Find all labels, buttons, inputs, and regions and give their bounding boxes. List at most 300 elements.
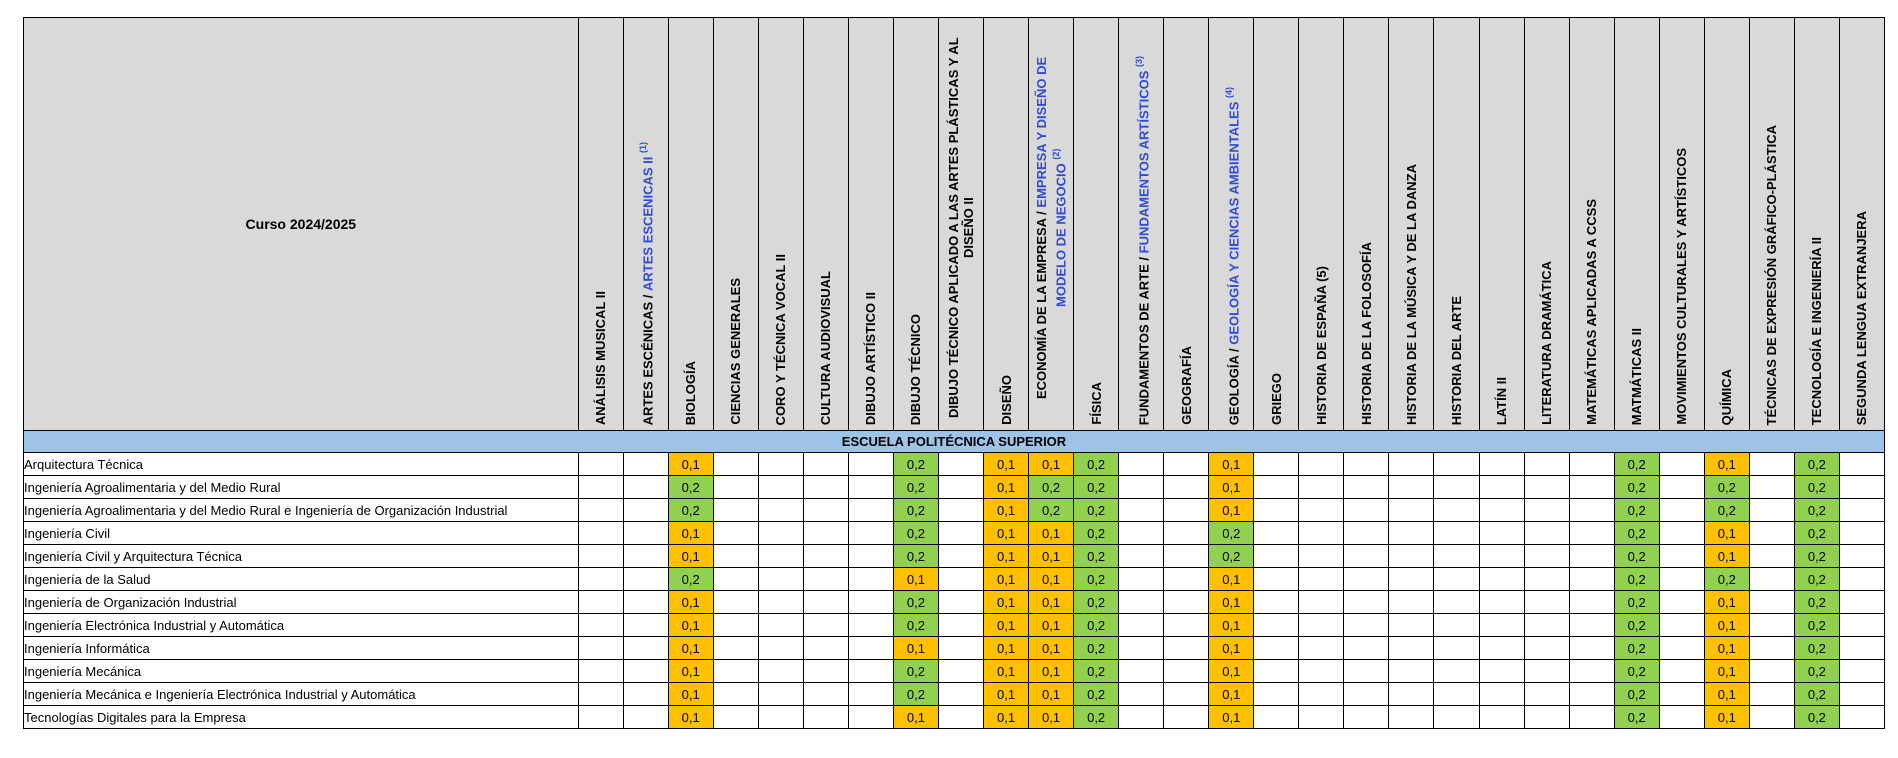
table-row [24, 706, 1885, 729]
weight-cell [623, 614, 668, 637]
degree-name: Ingeniería Civil [24, 522, 579, 545]
weight-cell [1434, 660, 1479, 683]
weight-cell [1164, 637, 1209, 660]
weight-cell [623, 591, 668, 614]
weight-cell [1389, 568, 1434, 591]
footnote-mark: (3) [1133, 55, 1144, 67]
weight-cell [1389, 706, 1434, 729]
weight-cell [1839, 660, 1884, 683]
weight-cell: 0,2 [893, 591, 938, 614]
weight-cell [623, 522, 668, 545]
weight-cell: 0,1 [984, 568, 1029, 591]
column-header-text [999, 363, 1014, 425]
weight-cell [1749, 683, 1794, 706]
column-header [1074, 18, 1119, 431]
column-header [1749, 18, 1794, 431]
weight-cell [1839, 706, 1884, 729]
header-text-part: FUNDAMENTOS DE ARTE / [1135, 253, 1151, 425]
weight-cell: 0,1 [1029, 545, 1074, 568]
weight-cell [1254, 614, 1299, 637]
header-text-part: HISTORIA DE LA MÚSICA Y DE LA DANZA [1403, 164, 1419, 425]
weight-cell [578, 614, 623, 637]
column-header-text [1359, 230, 1374, 425]
weight-cell [758, 660, 803, 683]
weight-cell [938, 568, 983, 591]
weight-cell [803, 522, 848, 545]
weight-cell [1659, 476, 1704, 499]
weight-cell: 0,1 [668, 660, 713, 683]
weight-cell [848, 453, 893, 476]
weight-cell: 0,1 [1209, 637, 1254, 660]
column-header-text [1179, 334, 1194, 425]
column-header-text [1089, 370, 1104, 425]
degree-name: Ingeniería Informática [24, 637, 579, 660]
weight-cell: 0,2 [1074, 522, 1119, 545]
weight-cell: 0,2 [1794, 660, 1839, 683]
column-header [1569, 18, 1614, 431]
table-row [24, 476, 1885, 499]
weight-cell: 0,1 [1704, 545, 1749, 568]
header-text-part: GEOGRAFÍA [1178, 346, 1194, 425]
weight-cell [1299, 453, 1344, 476]
weight-cell: 0,2 [1029, 499, 1074, 522]
weight-cell [1119, 453, 1164, 476]
weight-cell [1839, 568, 1884, 591]
weight-cell [1524, 476, 1569, 499]
weight-cell [1164, 499, 1209, 522]
weight-cell: 0,1 [984, 499, 1029, 522]
header-text-part: MOVIMIENTOS CULTURALES Y ARTÍSTICOS [1674, 148, 1690, 425]
weight-cell: 0,2 [893, 545, 938, 568]
weight-cell [938, 499, 983, 522]
weight-cell [713, 545, 758, 568]
weight-cell: 0,2 [1704, 568, 1749, 591]
weight-cell: 0,2 [893, 499, 938, 522]
weight-cell: 0,2 [1074, 706, 1119, 729]
column-header-text [1809, 225, 1824, 425]
weight-cell [1569, 522, 1614, 545]
weight-cell [1434, 568, 1479, 591]
weight-cell [1164, 545, 1209, 568]
weight-cell [1839, 453, 1884, 476]
weight-cell [623, 476, 668, 499]
weight-cell: 0,1 [668, 614, 713, 637]
weight-cell [623, 683, 668, 706]
weight-cell [1254, 591, 1299, 614]
weight-cell [578, 568, 623, 591]
weight-cell [758, 545, 803, 568]
degree-name: Ingeniería Civil y Arquitectura Técnica [24, 545, 579, 568]
weight-cell: 0,2 [893, 522, 938, 545]
weight-cell: 0,2 [1614, 499, 1659, 522]
weight-cell [1389, 545, 1434, 568]
weight-cell: 0,1 [1209, 453, 1254, 476]
weight-cell [1119, 591, 1164, 614]
weight-cell: 0,1 [984, 637, 1029, 660]
weight-cell: 0,2 [668, 499, 713, 522]
degree-name: Ingeniería Mecánica [24, 660, 579, 683]
weight-cell [758, 637, 803, 660]
weight-cell [758, 476, 803, 499]
weight-cell [1749, 660, 1794, 683]
weight-cell [1659, 706, 1704, 729]
weight-cell: 0,1 [1704, 591, 1749, 614]
weight-cell: 0,1 [1029, 683, 1074, 706]
table-row [24, 637, 1885, 660]
weight-cell [848, 499, 893, 522]
weight-cell [1434, 522, 1479, 545]
weight-cell [1524, 637, 1569, 660]
weighting-table [23, 17, 1885, 729]
weight-cell [1299, 545, 1344, 568]
weight-cell [1749, 545, 1794, 568]
weight-cell [1299, 683, 1344, 706]
weight-cell [1749, 637, 1794, 660]
column-header [1479, 18, 1524, 431]
weight-cell: 0,2 [1074, 637, 1119, 660]
weight-cell [1569, 683, 1614, 706]
weight-cell [1119, 522, 1164, 545]
degree-name: Tecnologías Digitales para la Empresa [24, 706, 579, 729]
table-row [24, 545, 1885, 568]
column-header [1164, 18, 1209, 431]
column-header [1524, 18, 1569, 431]
weight-cell [1839, 522, 1884, 545]
weight-cell [1344, 476, 1389, 499]
column-header [668, 18, 713, 431]
weight-cell: 0,2 [1614, 568, 1659, 591]
weight-cell [1254, 683, 1299, 706]
weight-cell [758, 614, 803, 637]
weight-cell [803, 660, 848, 683]
weight-cell [1479, 476, 1524, 499]
weight-cell: 0,2 [1074, 453, 1119, 476]
weight-cell [578, 522, 623, 545]
weight-cell [623, 568, 668, 591]
degree-name: Ingeniería Agroalimentaria y del Medio Rural [24, 476, 579, 499]
weight-cell [1749, 499, 1794, 522]
weight-cell: 0,1 [668, 453, 713, 476]
weight-cell [1839, 683, 1884, 706]
column-header-text [1719, 357, 1734, 425]
weight-cell: 0,1 [668, 591, 713, 614]
weight-cell [848, 591, 893, 614]
weight-cell: 0,2 [893, 614, 938, 637]
weight-cell: 0,2 [1614, 522, 1659, 545]
column-header [1344, 18, 1389, 431]
table-row [24, 568, 1885, 591]
weight-cell [1479, 614, 1524, 637]
weight-cell [1344, 545, 1389, 568]
column-header [1434, 18, 1479, 431]
weight-cell [1434, 453, 1479, 476]
weight-cell [1299, 660, 1344, 683]
weight-cell [1119, 614, 1164, 637]
weight-cell [1659, 683, 1704, 706]
weight-cell: 0,2 [1029, 476, 1074, 499]
weight-cell: 0,1 [1209, 591, 1254, 614]
weight-cell [803, 453, 848, 476]
column-header [1659, 18, 1704, 431]
weight-cell [803, 591, 848, 614]
weight-cell: 0,1 [1704, 660, 1749, 683]
weight-cell: 0,1 [668, 522, 713, 545]
weight-cell [1479, 706, 1524, 729]
header-text-part: QUÍMICA [1719, 368, 1735, 425]
column-header [1389, 18, 1434, 431]
weight-cell [1569, 614, 1614, 637]
header-text-part: DISEÑO [998, 375, 1014, 425]
weight-cell [1659, 568, 1704, 591]
column-header-text [593, 279, 608, 425]
weight-cell [1254, 660, 1299, 683]
header-text-part: GRIEGO [1268, 372, 1284, 425]
column-header-text [1269, 361, 1284, 425]
column-header-text [636, 130, 655, 425]
column-header [938, 18, 983, 431]
weight-cell: 0,2 [1074, 591, 1119, 614]
header-text-part: ARTES ESCÉNICAS / [640, 290, 656, 425]
weight-cell: 0,2 [1794, 637, 1839, 660]
weight-cell [803, 683, 848, 706]
column-header [713, 18, 758, 431]
weight-cell [1344, 660, 1389, 683]
weight-cell: 0,1 [984, 660, 1029, 683]
weight-cell [578, 660, 623, 683]
weight-cell [1479, 637, 1524, 660]
weight-cell [1524, 499, 1569, 522]
weight-cell [1164, 476, 1209, 499]
weight-cell [758, 706, 803, 729]
weight-cell: 0,1 [1704, 522, 1749, 545]
column-header-text [773, 242, 788, 425]
weight-cell: 0,1 [984, 614, 1029, 637]
weight-cell: 0,1 [893, 706, 938, 729]
weight-cell [1839, 637, 1884, 660]
weight-cell: 0,2 [1794, 614, 1839, 637]
table-row [24, 453, 1885, 476]
weight-cell: 0,2 [1209, 522, 1254, 545]
weight-cell [713, 706, 758, 729]
weight-cell [1524, 683, 1569, 706]
weight-cell [1479, 660, 1524, 683]
weight-cell [1344, 637, 1389, 660]
weight-cell [848, 568, 893, 591]
weight-cell [713, 614, 758, 637]
weight-cell: 0,2 [1794, 683, 1839, 706]
weight-cell [1569, 499, 1614, 522]
column-header-text [1449, 284, 1464, 425]
weight-cell [623, 453, 668, 476]
weight-cell: 0,1 [1704, 706, 1749, 729]
weight-cell [1659, 614, 1704, 637]
weight-cell [1254, 499, 1299, 522]
weight-cell [1479, 499, 1524, 522]
header-text-part: FUNDAMENTOS ARTÍSTICOS [1135, 66, 1151, 254]
weight-cell [1479, 545, 1524, 568]
weight-cell: 0,2 [1074, 683, 1119, 706]
section-row [24, 431, 1885, 453]
weight-cell [623, 637, 668, 660]
footnote-mark: (2) [1050, 148, 1061, 160]
weight-cell [1344, 614, 1389, 637]
weight-cell [1119, 706, 1164, 729]
header-text-part: BIOLOGÍA [683, 360, 699, 425]
weight-cell [1524, 614, 1569, 637]
column-header-text [1222, 75, 1241, 425]
weight-cell: 0,2 [1794, 522, 1839, 545]
column-header-text [728, 266, 743, 425]
weight-cell [1389, 683, 1434, 706]
weight-cell [1164, 522, 1209, 545]
header-text-part: ARTES ESCENICAS II [640, 152, 656, 291]
weight-cell [1254, 453, 1299, 476]
weight-cell: 0,1 [1209, 614, 1254, 637]
weight-cell [1839, 476, 1884, 499]
weight-cell: 0,1 [984, 545, 1029, 568]
column-header-text [1314, 254, 1329, 425]
header-text-part: DIBUJO TÉCNICO APLICADO A LAS ARTES PLÁSTICAS Y AL DISEÑO II [945, 37, 976, 418]
weight-cell [1434, 545, 1479, 568]
weight-cell [578, 591, 623, 614]
column-header-text [1494, 365, 1509, 425]
weight-cell [1389, 660, 1434, 683]
degree-name: Ingeniería de Organización Industrial [24, 591, 579, 614]
weight-cell [1344, 499, 1389, 522]
weight-cell [578, 453, 623, 476]
column-header [1299, 18, 1344, 431]
weight-cell [1344, 568, 1389, 591]
weight-cell: 0,1 [1209, 683, 1254, 706]
degree-name: Arquitectura Técnica [24, 453, 579, 476]
header-text-part: FÍSICA [1088, 382, 1104, 425]
weight-cell [1434, 637, 1479, 660]
weight-cell [1119, 545, 1164, 568]
column-header-text [908, 302, 923, 425]
weight-cell [578, 545, 623, 568]
weight-cell [1299, 568, 1344, 591]
header-text-part: CORO Y TÉCNICA VOCAL II [773, 253, 789, 425]
weight-cell [1524, 568, 1569, 591]
weight-cell [1749, 568, 1794, 591]
weight-cell [1254, 476, 1299, 499]
weight-cell [1299, 591, 1344, 614]
header-text-part: TECNOLOGÍA E INGENIERÍA II [1809, 236, 1825, 425]
degree-name: Ingeniería de la Salud [24, 568, 579, 591]
weight-cell [1524, 453, 1569, 476]
weight-cell [1569, 660, 1614, 683]
weight-cell: 0,2 [1704, 499, 1749, 522]
weight-cell [938, 706, 983, 729]
weight-cell [1569, 476, 1614, 499]
column-header [1704, 18, 1749, 431]
weight-cell: 0,2 [1074, 499, 1119, 522]
weight-cell [1524, 545, 1569, 568]
weight-cell [1119, 660, 1164, 683]
column-header-text [1584, 187, 1599, 425]
weight-cell [1524, 522, 1569, 545]
weight-cell [758, 499, 803, 522]
column-header [758, 18, 803, 431]
weight-cell [1119, 568, 1164, 591]
weight-cell [848, 683, 893, 706]
column-header [848, 18, 893, 431]
column-header [1029, 18, 1074, 431]
weight-cell [1119, 476, 1164, 499]
weight-cell: 0,2 [668, 568, 713, 591]
column-header [1614, 18, 1659, 431]
weight-cell: 0,2 [893, 660, 938, 683]
header-text-part: DIBUJO TÉCNICO [908, 313, 924, 425]
weight-cell: 0,1 [1209, 706, 1254, 729]
weight-cell [1389, 522, 1434, 545]
weight-cell [1164, 453, 1209, 476]
weight-cell: 0,1 [1029, 522, 1074, 545]
weight-cell [1164, 568, 1209, 591]
weight-cell [713, 683, 758, 706]
weight-cell [1749, 706, 1794, 729]
weight-cell: 0,2 [1794, 499, 1839, 522]
column-header-text [1674, 136, 1689, 425]
weight-cell: 0,2 [1704, 476, 1749, 499]
weight-cell [1659, 499, 1704, 522]
column-header [1209, 18, 1254, 431]
header-text-part: LATÍN II [1494, 376, 1510, 425]
weight-cell: 0,2 [893, 683, 938, 706]
weight-cell: 0,1 [984, 476, 1029, 499]
weight-cell [1479, 568, 1524, 591]
table-row [24, 660, 1885, 683]
weight-cell [803, 568, 848, 591]
weight-cell [1659, 453, 1704, 476]
weight-cell [803, 476, 848, 499]
corner-label: Curso 2024/2025 [24, 18, 579, 431]
weight-cell [1299, 637, 1344, 660]
weight-cell [1389, 499, 1434, 522]
weight-cell: 0,1 [1704, 637, 1749, 660]
weight-cell: 0,1 [1209, 660, 1254, 683]
weight-cell [1119, 683, 1164, 706]
degree-name: Ingeniería Electrónica Industrial y Automática [24, 614, 579, 637]
column-header [623, 18, 668, 431]
weight-cell: 0,2 [668, 476, 713, 499]
weight-cell [1569, 545, 1614, 568]
weight-cell [1749, 591, 1794, 614]
weight-cell: 0,2 [1614, 453, 1659, 476]
table-row [24, 614, 1885, 637]
weight-cell [713, 637, 758, 660]
weight-cell: 0,1 [984, 706, 1029, 729]
column-header-text [863, 280, 878, 425]
weight-cell [1434, 683, 1479, 706]
weight-cell [848, 706, 893, 729]
weight-cell: 0,2 [1209, 545, 1254, 568]
weight-cell: 0,2 [1794, 476, 1839, 499]
weight-cell [758, 522, 803, 545]
weight-cell [1659, 522, 1704, 545]
weight-cell [1299, 706, 1344, 729]
weight-cell [1749, 476, 1794, 499]
weight-cell: 0,2 [1794, 568, 1839, 591]
column-header [1839, 18, 1884, 431]
weight-cell [1299, 614, 1344, 637]
weight-cell: 0,1 [984, 683, 1029, 706]
table-row [24, 591, 1885, 614]
weight-cell: 0,1 [984, 522, 1029, 545]
weight-cell: 0,2 [1794, 545, 1839, 568]
weight-cell [758, 568, 803, 591]
weight-cell [758, 591, 803, 614]
